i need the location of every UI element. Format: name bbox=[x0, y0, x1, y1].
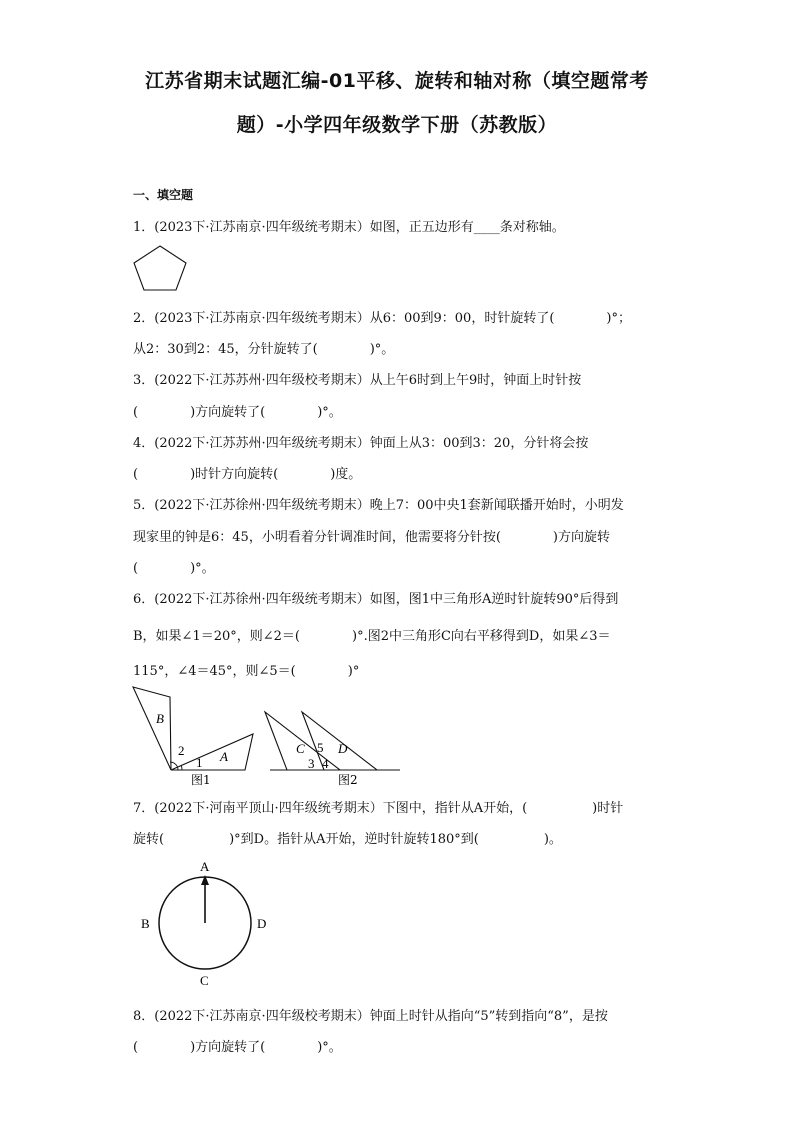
circle-pointer-figure bbox=[135, 853, 275, 993]
question-5-line-2: 现家里的钟是6：45，小明看着分针调准时间，他需要将分针按( )方向旋转 bbox=[133, 530, 610, 545]
question-5-line-1: 5．(2022下·江苏徐州·四年级统考期末）晚上7：00中央1套新闻联播开始时，小明发 bbox=[133, 498, 624, 513]
pentagon-figure bbox=[128, 240, 192, 296]
label-pos-a: A bbox=[200, 859, 210, 874]
question-3-line-2: ( )方向旋转了( )°。 bbox=[133, 405, 342, 420]
question-3-line-1: 3．(2022下·江苏苏州·四年级校考期末）从上午6时到上午9时，钟面上时针按 bbox=[133, 373, 582, 388]
question-1-text: 1．(2023下·江苏南京·四年级统考期末）如图，正五边形有____条对称轴。 bbox=[133, 220, 565, 235]
angle-label-2: 2 bbox=[178, 743, 185, 758]
question-7-line-1: 7．(2022下·河南平顶山·四年级统考期末）下图中，指针从A开始，( )时针 bbox=[133, 801, 624, 816]
angle-label-3: 3 bbox=[308, 756, 315, 771]
figure-1-caption: 图1 bbox=[191, 773, 211, 787]
label-pos-b: B bbox=[141, 916, 150, 931]
angle-label-1: 1 bbox=[196, 755, 203, 770]
regular-pentagon bbox=[134, 246, 186, 290]
triangle-b bbox=[133, 687, 171, 770]
label-c: C bbox=[296, 741, 305, 756]
question-2-line-2: 从2：30到2：45，分针旋转了( )°。 bbox=[133, 342, 395, 357]
label-pos-d: D bbox=[257, 916, 267, 931]
question-4-line-1: 4．(2022下·江苏苏州·四年级统考期末）钟面上从3：00到3：20，分针将会按 bbox=[133, 436, 589, 451]
angle-label-4: 4 bbox=[322, 756, 329, 771]
label-pos-c: C bbox=[200, 973, 209, 988]
figure-2-translation bbox=[260, 706, 405, 788]
label-a: A bbox=[220, 749, 228, 764]
question-6-line-1: 6．(2022下·江苏徐州·四年级统考期末）如图，图1中三角形A逆时针旋转90°后得到 bbox=[133, 592, 619, 607]
label-d: D bbox=[338, 741, 348, 756]
figure-1-rotation bbox=[128, 683, 263, 787]
question-2-line-1: 2．(2023下·江苏南京·四年级统考期末）从6：00到9：00，时针旋转了( )°； bbox=[133, 311, 631, 326]
question-5-line-3: ( )°。 bbox=[133, 561, 215, 576]
label-b: B bbox=[156, 711, 164, 726]
document-title-line-1: 江苏省期末试题汇编-01平移、旋转和轴对称（填空题常考 bbox=[145, 70, 649, 92]
angle-label-5: 5 bbox=[317, 740, 324, 755]
question-8-line-1: 8．(2022下·江苏南京·四年级校考期末）钟面上时针从指向“5”转到指向“8”，是按 bbox=[133, 1009, 608, 1024]
figure-2-caption: 图2 bbox=[338, 773, 358, 787]
question-8-line-2: ( )方向旋转了( )°。 bbox=[133, 1040, 342, 1055]
question-6-line-2: B，如果∠1＝20°，则∠2＝( )°.图2中三角形C向右平移得到D，如果∠3＝ bbox=[133, 629, 611, 644]
section-heading: 一、填空题 bbox=[133, 188, 194, 202]
question-7-line-2: 旋转( )°到D。指针从A开始，逆时针旋转180°到( )。 bbox=[133, 832, 562, 847]
question-4-line-2: ( )时针方向旋转( )度。 bbox=[133, 467, 362, 482]
document-title-line-2: 题）-小学四年级数学下册（苏教版） bbox=[236, 114, 558, 136]
question-6-line-3: 115°，∠4＝45°，则∠5＝( )° bbox=[133, 664, 360, 679]
